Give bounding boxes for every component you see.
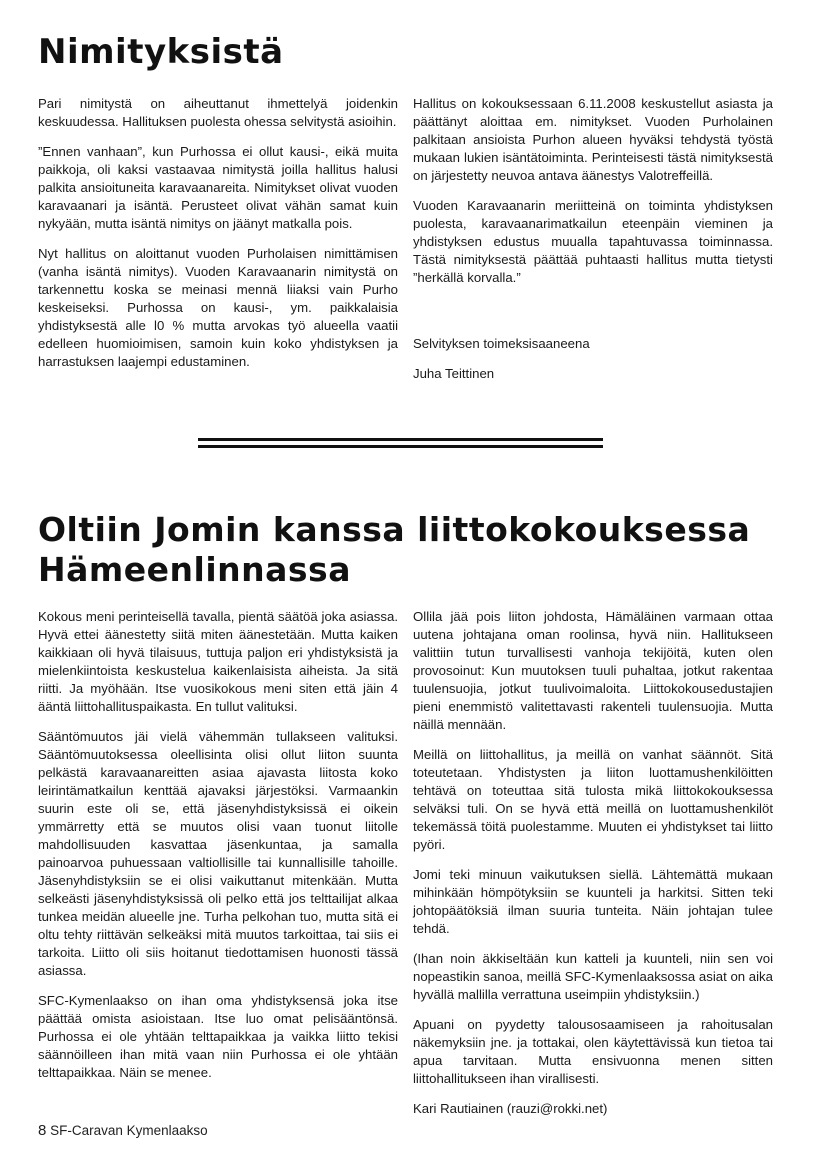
paragraph: Meillä on liittohallitus, ja meillä on vanhat säännöt. Sitä toteutetaan. Yhdistysten ja liiton luottamushenkilöitten tehtävä on toteuttaa sitä tulosta mikä liittokokouksessa selväksi tuli. On se hyvä että meillä on luottamushenkilöt tekemässä töitä puolestamme. Muuten ei yhdistykset tai liitto pyöri. (413, 747, 773, 852)
publication-name: SF-Caravan Kymenlaakso (50, 1123, 208, 1138)
article-column-left (38, 608, 398, 1094)
paragraph: SFC-Kymenlaakso on ihan oma yhdistyksensä joka itse päättää omista asioistaan. Itse luo omat pelisääntönsä. Purhossa ei ole yhtään telttapaikkaa ja vaikka liitto tekisi säännöilleen ihan mitä vaan niin Purhossa ei ole yhtään telttapaikkaa. Näin se menee. (38, 993, 398, 1080)
paragraph: Hallitus on kokouksessaan 6.11.2008 keskustellut asiasta ja päättänyt aloittaa em. nimitykset. Vuoden Purholainen palkitaan ansioista Purhon alueen hyväksi tehdystä työstä mukaan lukien isäntätoiminta. Perinteisesti tästä nimityksestä on järjestetty neuvoa antava äänestys Valotreffeillä. (413, 96, 773, 183)
paragraph: Vuoden Karavaanarin meriitteinä on toiminta yhdistyksen puolesta, karavaanarimatkailun eteenpäin vieminen ja yhdistyksen edustus muualla tapahtuvassa toiminnassa. Tästä nimityksestä päättää puhtaasti hallitus mutta tietysti ”herkällä korvalla.” (413, 198, 773, 285)
paragraph: (Ihan noin äkkiseltään kun katteli ja kuunteli, niin sen voi nopeastikin sanoa, meillä SFC-Kymenlaaksossa asiat on aika hyvällä mallilla verrattuna useimpiin yhdistyksiin.) (413, 951, 773, 1002)
article-title: Oltiin Jomin kanssa liittokokouksessa Hämeenlinnassa (38, 510, 751, 589)
paragraph: Nyt hallitus on aloittanut vuoden Purholaisen nimittämisen (vanha isäntä nimitys). Vuoden Karavaanarin nimitystä on tarkennettu koska se meinasi mennä liiaksi vain Purho keskeiseksi. Purhossa on kausi-, ym. paikkalaisia yhdistyksestä alle l0 % mutta arvokas työ alueella vaatii edelleen huomioimisen, samoin kuin koko yhdistyksen ja harrastuksen laajempi edustaminen. (38, 246, 398, 369)
article-column-left (38, 95, 398, 383)
paragraph: Ollila jää pois liiton johdosta, Hämäläinen varmaan ottaa uutena johtajana oman roolinsa, hyvä niin. Hallitukseen valittiin tutun turvallisesti vanhoja tekijöitä, kuten olen provosoinut: Kun muutoksen tuuli puhaltaa, jotkut rakentaa tuulensuojia, jotkut tuulivoimaloita. Liittokokousedustajien pieni enemmistö valitettavasti rakenteli tuulensuojia. Mutta näillä mennään. (413, 609, 773, 732)
paragraph: Pari nimitystä on aiheuttanut ihmettelyä joidenkin keskuudessa. Hallituksen puolesta ohessa selvitystä asioihin. (38, 96, 398, 129)
article-column-right (413, 608, 773, 1130)
article-column-right (413, 95, 773, 395)
paragraph: ”Ennen vanhaan”, kun Purhossa ei ollut kausi-, eikä muita paikkoja, oli kaksi vastaavaa nimitystä joilla hallitus halusi palkita ansioituneita karavaanareita. Nimitykset olivat vuoden karavaanari ja isäntä. Perusteet olivat vähän samat kuin nykyään, mutta isäntä nimitys on jäänyt matkalla pois. (38, 144, 398, 231)
paragraph: Jomi teki minuun vaikutuksen siellä. Lähtemättä mukaan mihinkään hömpötyksiin se kuunteli ja harkitsi. Sitten teki johtopäätöksiä ilman suuria tunteita. Näin johtajan tulee tehdä. (413, 867, 773, 936)
section-divider (198, 438, 603, 452)
paragraph: Kokous meni perinteisellä tavalla, pientä säätöä joka asiassa. Hyvä ettei äänestetty siitä miten äänestetään. Mutta kaiken kaikkiaan oli hyvä tilaisuus, tuttuja paljon eri yhdistyksistä ja mielenkiintoista keskustelua kaikenlaisista aiheista. Ja sitä riitti. Ja myöhään. Itse vuosikokous meni siten että jäin 4 ääntä liittohallituspaikasta. En tullut valituksi. (38, 609, 398, 714)
page-number: 8 (38, 1122, 47, 1139)
paragraph: Sääntömuutos jäi vielä vähemmän tullakseen valituksi. Sääntömuutoksessa oleellisinta olisi ollut liiton suunta pelkästä karavaanareitten asiaa ajavasta liitosta koko leirintämatkailun kenttää ajavaksi järjestöksi. Varmaankin suurin este oli se, että jäsenyhdistyksissä ei oikein ymmärretty että se muutos olisi vaan tuonut liitolle mahdollisuuden kasvattaa jäsenkuntaa, ja samalla painoarvoa puhuessaan valtiollisille tai kunnallisille tahoille. Jäsenyhdistyksiin se ei olisi vaikuttanut mitenkään. Mutta selkeästi jäsenyhdistyksissä oli pelko että jos telttailijat alkaa tunkea meidän alueelle jne. Turha pelkohan tuo, mutta sitä ei oltu tehty riittävän selkeäksi mitä muutos tarkoittaa, tai siis ei tarkoita. Liitto oli siis hoitanut tiedottamisen huonosti tässä asiassa. (38, 729, 398, 978)
page-footer (38, 1122, 208, 1139)
paragraph: Apuani on pyydetty talousosaamiseen ja rahoitusalan näkemyksiin jne. ja tottakai, olen käytettävissä kun tietoa tai apua tarvitaan. Mutta ensivuonna menen sitten liittohallitukseen ihan virallisesti. (413, 1017, 773, 1086)
author-signature: Kari Rautiainen (rauzi@rokki.net) (413, 1101, 608, 1116)
signature-name: Juha Teittinen (413, 366, 495, 381)
article-title: Nimityksistä (38, 32, 284, 72)
signature-role: Selvityksen toimeksisaaneena (413, 336, 590, 351)
